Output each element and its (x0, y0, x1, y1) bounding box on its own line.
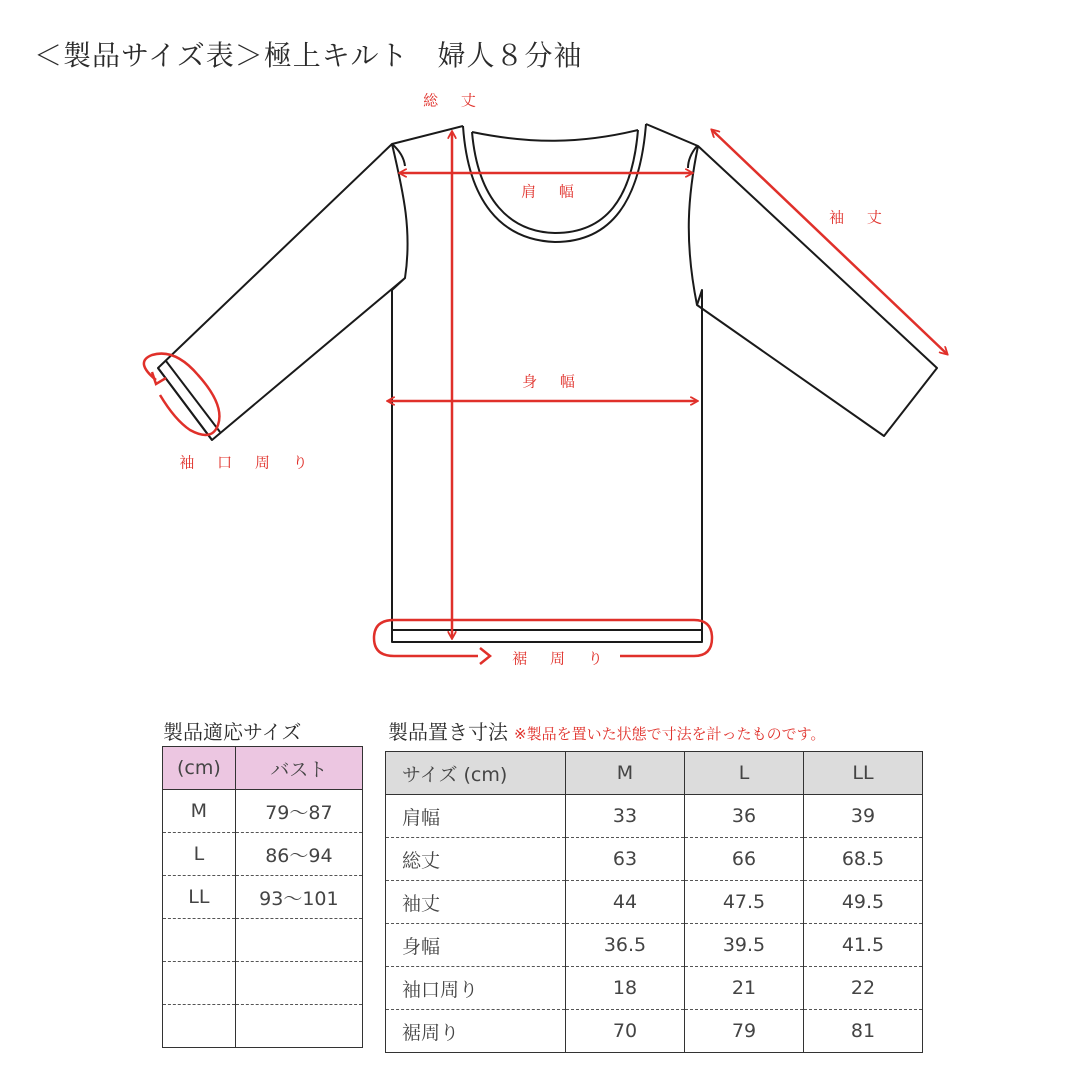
value-cell (685, 924, 804, 967)
fit-size: M (163, 790, 236, 833)
label-body: 身 幅 (522, 372, 584, 391)
fit-header-row (163, 747, 363, 790)
table-row (163, 1005, 363, 1048)
size-header-label: サイズ (cm) (386, 752, 566, 795)
value-cell (685, 795, 804, 838)
table-row (163, 790, 363, 833)
value-ll: 49.5 (841, 891, 885, 913)
value-ll: 68.5 (841, 848, 885, 870)
value-cell (804, 881, 923, 924)
size-header-m-cell (566, 752, 685, 795)
fit-bust (235, 962, 362, 1005)
value-l: 66 (731, 848, 757, 870)
size-header-m: M (616, 762, 634, 784)
fit-size (163, 962, 236, 1005)
table-row (163, 919, 363, 962)
value-l: 36 (731, 805, 757, 827)
value-m: 44 (612, 891, 638, 913)
value-l: 47.5 (722, 891, 766, 913)
page-title: ＜製品サイズ表＞極上キルト 婦人８分袖 (34, 39, 583, 72)
value-cell (566, 838, 685, 881)
size-table (385, 751, 923, 1053)
fit-size: LL (163, 876, 236, 919)
value-l: 21 (731, 977, 757, 999)
value-cell (804, 1010, 923, 1053)
label-sleeve: 袖 丈 (829, 208, 891, 227)
value-m: 18 (612, 977, 638, 999)
fit-heading-text: 製品適応サイズ (163, 720, 302, 744)
hem-arrow-head (480, 648, 490, 664)
value-cell (804, 838, 923, 881)
measure-label: 袖丈 (386, 881, 566, 924)
value-cell (804, 967, 923, 1010)
fit-table (162, 746, 363, 1048)
value-cell (566, 924, 685, 967)
value-cell (685, 838, 804, 881)
value-cell (566, 1010, 685, 1053)
table-row (386, 924, 923, 967)
value-cell (804, 924, 923, 967)
value-cell (566, 881, 685, 924)
cuff-arrow-head (152, 372, 166, 384)
value-ll: 41.5 (841, 934, 885, 956)
size-header-row (386, 752, 923, 795)
fit-bust: 79〜87 (235, 790, 362, 833)
value-cell (685, 1010, 804, 1053)
fit-table-heading (163, 716, 301, 745)
table-row (386, 967, 923, 1010)
size-header-ll-cell (804, 752, 923, 795)
measure-label: 肩幅 (386, 795, 566, 838)
value-cell (566, 795, 685, 838)
table-row (163, 876, 363, 919)
size-header-ll: LL (852, 762, 874, 784)
size-heading-text: 製品置き寸法 (388, 720, 508, 744)
size-header-l-cell (685, 752, 804, 795)
value-ll: 81 (850, 1020, 876, 1042)
table-row (386, 795, 923, 838)
fit-size (163, 919, 236, 962)
fit-bust: 86〜94 (235, 833, 362, 876)
value-cell (566, 967, 685, 1010)
fit-header-bust: バスト (235, 747, 362, 790)
value-cell (685, 967, 804, 1010)
table-row (386, 1010, 923, 1053)
size-table-heading (388, 716, 825, 745)
fit-bust: 93〜101 (235, 876, 362, 919)
label-hem: 裾 周 り (512, 649, 612, 668)
measure-label: 裾周り (386, 1010, 566, 1053)
measure-label: 袖口周り (386, 967, 566, 1010)
value-cell (685, 881, 804, 924)
fit-bust (235, 1005, 362, 1048)
value-cell (804, 795, 923, 838)
size-header-l: L (738, 762, 750, 784)
fit-size (163, 1005, 236, 1048)
value-ll: 22 (850, 977, 876, 999)
cuff-loop (144, 354, 220, 435)
size-note: ※製品を置いた状態で寸法を計ったものです。 (514, 725, 826, 743)
value-m: 33 (612, 805, 638, 827)
measure-label: 総丈 (386, 838, 566, 881)
measure-label: 身幅 (386, 924, 566, 967)
label-shoulder: 肩 幅 (521, 182, 583, 201)
value-l: 79 (731, 1020, 757, 1042)
fit-size: L (163, 833, 236, 876)
fit-header-unit: (cm) (163, 747, 236, 790)
table-row (163, 962, 363, 1005)
table-row (386, 838, 923, 881)
value-m: 63 (612, 848, 638, 870)
sleeve-arrow (712, 130, 947, 354)
label-cuff: 袖 口 周 り (179, 453, 317, 472)
value-m: 70 (612, 1020, 638, 1042)
label-length: 総 丈 (423, 91, 485, 110)
value-m: 36.5 (603, 934, 647, 956)
table-row (163, 833, 363, 876)
value-l: 39.5 (722, 934, 766, 956)
fit-bust (235, 919, 362, 962)
table-row (386, 881, 923, 924)
value-ll: 39 (850, 805, 876, 827)
